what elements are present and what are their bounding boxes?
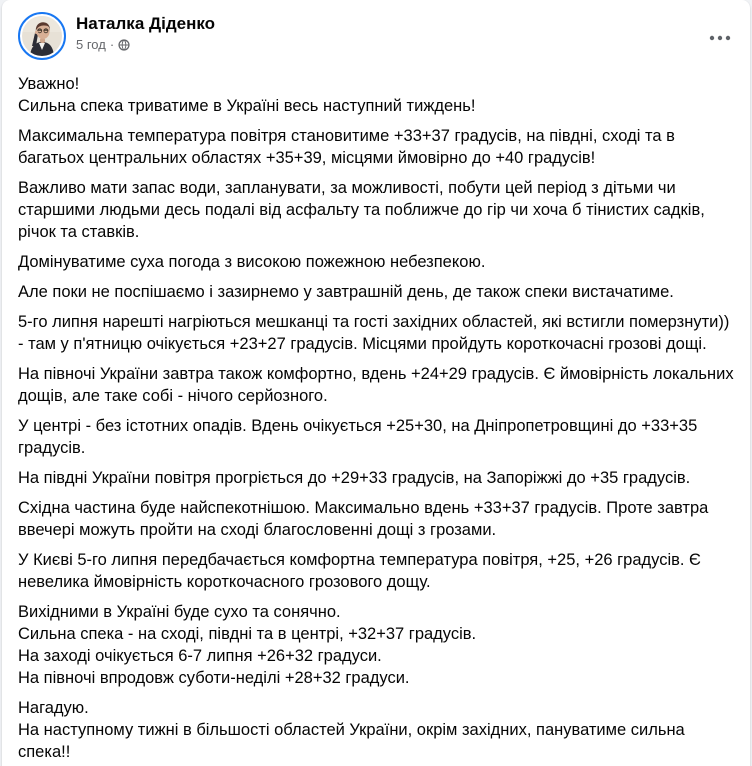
- post-paragraph: [18, 177, 734, 243]
- post-paragraph: [18, 311, 734, 355]
- three-dots-icon: [709, 35, 731, 41]
- post-line: На заході очікується 6-7 липня +26+32 градуси.: [18, 647, 382, 665]
- post-line: У Києві 5-го липня передбачається комфортна температура повітря, +25, +26 градусів. Є невелика ймовірність короткочасного грозового дощу.: [18, 551, 701, 591]
- post-paragraph: [18, 281, 734, 303]
- post-line: Максимальна температура повітря становитиме +33+37 градусів, на півдні, сході та в багатьох центральних областях +35+39, місцями ймовірно до +40 градусів!: [18, 127, 675, 167]
- post-paragraph: [18, 251, 734, 273]
- post-paragraph: [18, 73, 734, 117]
- meta-separator: ·: [109, 37, 115, 52]
- post-line: На наступному тижні в більшості областей України, окрім західних, пануватиме сильна спека!!: [18, 721, 685, 761]
- post-line: 5-го липня нарешті нагріються мешканці та гості західних областей, які встигли померзнути)) - там у п'ятницю очікується +23+27 градусів. Місцями пройдуть короткочасні грозові дощі.: [18, 313, 730, 353]
- post-paragraph: [18, 697, 734, 763]
- post-line: Сильна спека - на сході, півдні та в центрі, +32+37 градусів.: [18, 625, 477, 643]
- post-header: [2, 0, 750, 60]
- header-text: [76, 12, 215, 53]
- post-line: Важливо мати запас води, запланувати, за можливості, побути цей період з дітьми чи старшими людьми десь подалі від асфальту та поближче до гір чи хоча б тінистих садків, річок та ставків.: [18, 179, 705, 241]
- post-paragraph: [18, 549, 734, 593]
- post-meta: [76, 37, 215, 53]
- post-paragraph: [18, 363, 734, 407]
- post-line: Домінуватиме суха погода з високою пожежною небезпекою.: [18, 253, 486, 271]
- profile-photo: [22, 16, 62, 56]
- post-line: Уважно!: [18, 75, 80, 93]
- post-paragraph: [18, 467, 734, 489]
- post-line: Нагадую.: [18, 699, 89, 717]
- post-line: На півдні України повітря прогріється до +29+33 градусів, на Запоріжжі до +35 градусів.: [18, 469, 691, 487]
- post-paragraph: [18, 601, 734, 689]
- post-text: [2, 60, 750, 766]
- post-card: [2, 0, 750, 766]
- post-paragraph: [18, 125, 734, 169]
- timestamp-link[interactable]: 5 год: [76, 37, 106, 52]
- post-line: Сильна спека триватиме в Україні весь наступний тиждень!: [18, 97, 476, 115]
- globe-icon: [118, 39, 130, 51]
- author-name-link[interactable]: Наталка Діденко: [76, 14, 216, 33]
- post-line: На півночі України завтра також комфортно, вдень +24+29 градусів. Є ймовірність локальних дощів, але таке собі - нічого серйозного.: [18, 365, 734, 405]
- avatar[interactable]: [18, 12, 66, 60]
- post-line: На півночі впродовж суботи-неділі +28+32 градуси.: [18, 669, 410, 687]
- post-line: Вихідними в Україні буде сухо та сонячно.: [18, 603, 341, 621]
- post-line: Східна частина буде найспекотнішою. Максимально вдень +33+37 градусів. Проте завтра ввечері можуть пройти на сході благословенні дощі з грозами.: [18, 499, 709, 539]
- post-paragraph: [18, 415, 734, 459]
- post-line: Але поки не поспішаємо і зазирнемо у завтрашній день, де також спеки вистачатиме.: [18, 283, 674, 301]
- post-paragraph: [18, 497, 734, 541]
- more-options-button[interactable]: [704, 26, 736, 50]
- post-line: У центрі - без істотних опадів. Вдень очікується +25+30, на Дніпропетровщині до +33+35 градусів.: [18, 417, 698, 457]
